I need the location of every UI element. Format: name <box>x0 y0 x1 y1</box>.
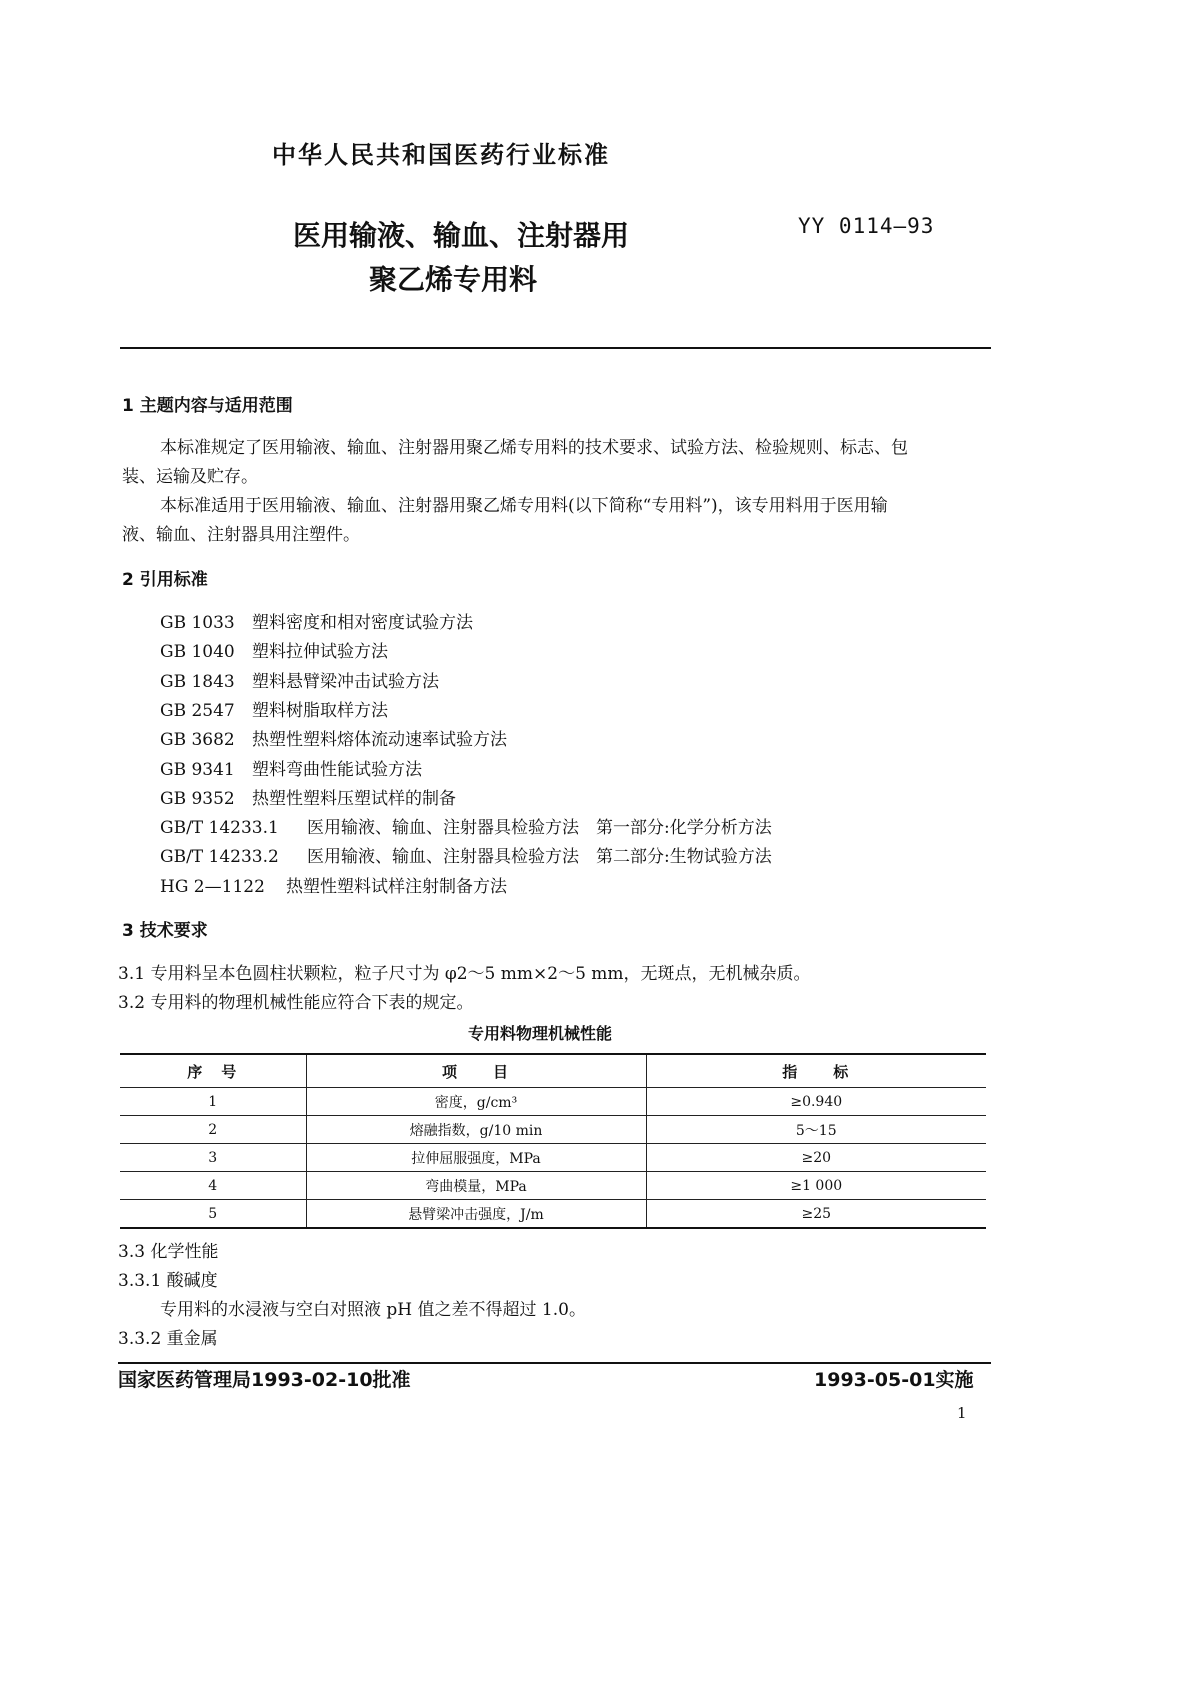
reference-title: 塑料拉伸试验方法 <box>252 642 388 663</box>
reference-title: 塑料树脂取样方法 <box>252 700 388 721</box>
reference-title: 塑料悬臂梁冲击试验方法 <box>252 671 439 692</box>
table-cell: 熔融指数，g/10 min <box>306 1116 646 1144</box>
reference-title: 热塑性塑料压塑试样的制备 <box>252 788 456 809</box>
section-1-line: 本标准适用于医用输液、输血、注射器用聚乙烯专用料(以下简称“专用料”)，该专用料用于医用输 <box>160 496 888 516</box>
table-row <box>120 1116 986 1144</box>
approval-date: 国家医药管理局1993-02-10批准 <box>118 1369 411 1391</box>
table-header: 序 号 <box>120 1054 306 1088</box>
reference-title: 塑料密度和相对密度试验方法 <box>252 613 473 633</box>
doc-title-line1: 医用输液、输血、注射器用 <box>293 219 630 252</box>
table-cell: 悬臂梁冲击强度，J/m <box>306 1200 646 1229</box>
table-cell: 5 <box>120 1200 306 1229</box>
clause-3-3-1-text: 专用料的水浸液与空白对照液 pH 值之差不得超过 1.0。 <box>160 1300 586 1320</box>
section-1-line: 装、运输及贮存。 <box>122 467 258 487</box>
table-cell: ≥0.940 <box>646 1088 986 1116</box>
table-header: 项 目 <box>306 1054 646 1088</box>
table-header-row <box>120 1054 986 1088</box>
org-title: 中华人民共和国医药行业标准 <box>272 141 610 169</box>
table-cell: 1 <box>120 1088 306 1116</box>
standard-number: YY 0114—93 <box>798 214 935 238</box>
reference-code: GB 3682 <box>160 730 235 751</box>
clause-3-3: 3.3 化学性能 <box>118 1242 219 1262</box>
reference-code: GB 9341 <box>160 759 235 780</box>
table-row <box>120 1144 986 1172</box>
table-cell: 2 <box>120 1116 306 1144</box>
reference-code: HG 2—1122 <box>160 876 265 897</box>
reference-code: GB 2547 <box>160 700 235 721</box>
section-3-heading: 3 技术要求 <box>122 921 208 941</box>
section-1-line: 本标准规定了医用输液、输血、注射器用聚乙烯专用料的技术要求、试验方法、检验规则、标志、包 <box>160 438 908 458</box>
reference-title: 医用输液、输血、注射器具检验方法 第一部分:化学分析方法 <box>307 818 772 839</box>
section-1-line: 液、输血、注射器具用注塑件。 <box>122 525 360 545</box>
table-row <box>120 1088 986 1116</box>
reference-code: GB 1843 <box>160 671 235 692</box>
footer-rule <box>118 1362 991 1364</box>
page-number: 1 <box>957 1404 967 1422</box>
reference-code: GB/T 14233.2 <box>160 847 279 868</box>
table-cell: ≥20 <box>646 1144 986 1172</box>
clause-3-2: 3.2 专用料的物理机械性能应符合下表的规定。 <box>118 993 474 1013</box>
properties-table <box>120 1053 986 1229</box>
reference-title: 热塑性塑料试样注射制备方法 <box>286 876 507 897</box>
reference-code: GB 1033 <box>160 613 235 633</box>
table-cell: 弯曲模量，MPa <box>306 1172 646 1200</box>
section-2-heading: 2 引用标准 <box>122 570 208 590</box>
reference-title: 塑料弯曲性能试验方法 <box>252 759 422 780</box>
header-rule <box>120 347 991 349</box>
doc-title-line2: 聚乙烯专用料 <box>369 263 538 296</box>
clause-3-3-2: 3.3.2 重金属 <box>118 1329 218 1349</box>
table-cell: 拉伸屈服强度，MPa <box>306 1144 646 1172</box>
clause-3-1: 3.1 专用料呈本色圆柱状颗粒，粒子尺寸为 φ2～5 mm×2～5 mm，无斑点，无机械杂质。 <box>118 964 811 984</box>
reference-title: 医用输液、输血、注射器具检验方法 第二部分:生物试验方法 <box>307 847 772 868</box>
table-header: 指 标 <box>646 1054 986 1088</box>
table-caption: 专用料物理机械性能 <box>468 1024 613 1043</box>
reference-code: GB 1040 <box>160 642 235 663</box>
table-row <box>120 1172 986 1200</box>
table-cell: 5～15 <box>646 1116 986 1144</box>
clause-3-3-1: 3.3.1 酸碱度 <box>118 1271 218 1291</box>
table-cell: 4 <box>120 1172 306 1200</box>
reference-title: 热塑性塑料熔体流动速率试验方法 <box>252 730 507 751</box>
effective-date: 1993-05-01实施 <box>814 1369 974 1391</box>
section-1-heading: 1 主题内容与适用范围 <box>122 396 293 416</box>
table-cell: 3 <box>120 1144 306 1172</box>
table-cell: ≥1 000 <box>646 1172 986 1200</box>
table-cell: ≥25 <box>646 1200 986 1229</box>
table-row <box>120 1200 986 1229</box>
reference-code: GB 9352 <box>160 788 235 809</box>
table-cell: 密度，g/cm³ <box>306 1088 646 1116</box>
reference-code: GB/T 14233.1 <box>160 818 279 839</box>
